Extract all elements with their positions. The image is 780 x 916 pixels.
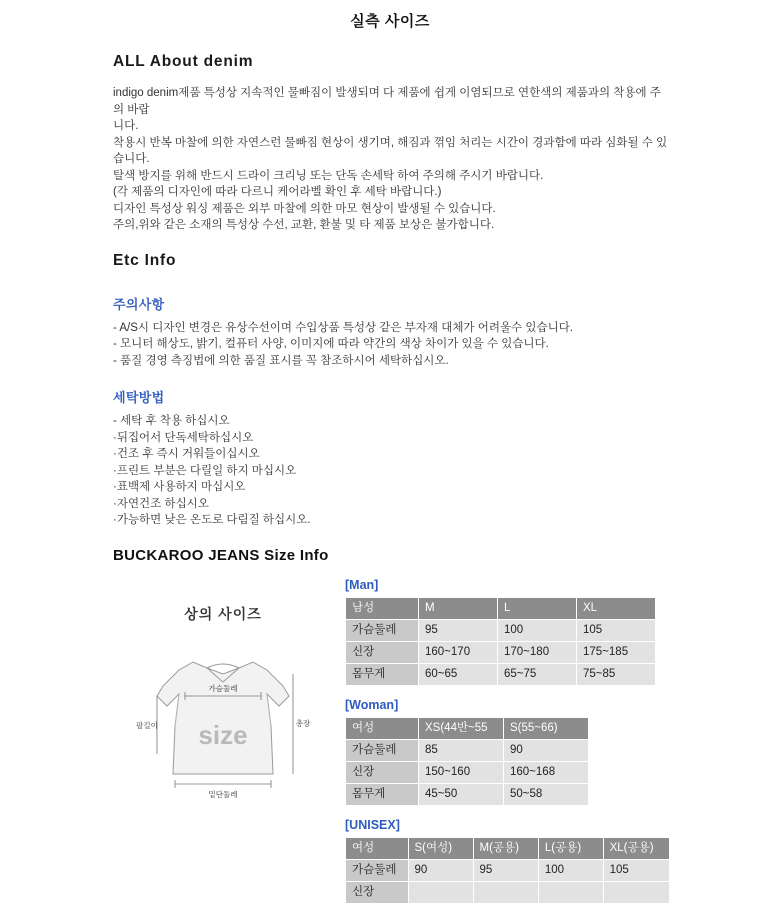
table-cell: 몸무게 <box>346 783 419 805</box>
label-length: 총장 <box>295 718 311 728</box>
table-row <box>346 739 589 761</box>
caution-item: - A/S시 디자인 변경은 유상수선이며 수입상품 특성상 같은 부자재 대체가 어려울수 있습니다. <box>113 321 573 334</box>
table-cell: 50~58 <box>504 783 589 805</box>
table-cell: 60~65 <box>419 663 498 685</box>
denim-paragraph <box>113 85 670 234</box>
table-cell: 95 <box>419 619 498 641</box>
washing-item: ·건조 후 즉시 거워들이십시오 <box>113 448 260 460</box>
illustration-title: 상의 사이즈 <box>184 605 262 622</box>
table-cell: 90 <box>408 859 473 881</box>
table-cell <box>603 881 669 903</box>
illustration-watermark: size <box>198 719 248 750</box>
table-cell: 75~85 <box>577 663 656 685</box>
denim-line: 디자인 특성상 워싱 제품은 외부 마찰에 의한 마모 현상이 발생될 수 있습니다. <box>113 202 496 215</box>
denim-line: indigo denim제품 특성상 지속적인 물빠짐이 발생되며 다 제품에 쉽게 이염되므로 연한색의 제품과의 착용에 주의 바랍 <box>113 87 661 116</box>
page-title: 실측 사이즈 <box>350 13 430 30</box>
table-cell <box>538 881 603 903</box>
unisex-size-table <box>345 837 670 904</box>
washing-list <box>113 413 670 529</box>
table-cell: 160~170 <box>419 641 498 663</box>
table-cell: 가슴둘레 <box>346 859 409 881</box>
table-cell: 남성 <box>346 597 419 619</box>
table-cell: XL <box>577 597 656 619</box>
table-cell <box>408 881 473 903</box>
table-cell: 105 <box>603 859 669 881</box>
table-row <box>346 859 670 881</box>
label-sleeve: 팔길이 <box>136 720 158 730</box>
washing-item: ·뒤집어서 단독세탁하십시오 <box>113 431 254 444</box>
table-cell: 170~180 <box>498 641 577 663</box>
table-row <box>346 837 670 859</box>
table-cell: M <box>419 597 498 619</box>
denim-line: 니다. <box>113 120 139 132</box>
table-cell: 100 <box>538 859 603 881</box>
woman-table-label: [Woman] <box>345 697 399 712</box>
table-cell: 신장 <box>346 641 419 663</box>
table-cell: L <box>498 597 577 619</box>
table-cell: 가슴둘레 <box>346 619 419 641</box>
table-cell: 105 <box>577 619 656 641</box>
table-cell: S(55~66) <box>504 717 589 739</box>
unisex-table-label: [UNISEX] <box>345 817 400 832</box>
table-cell: XS(44반~55 <box>419 717 504 739</box>
table-cell: 가슴둘레 <box>346 739 419 761</box>
table-cell: S(여성) <box>408 837 473 859</box>
table-cell: 65~75 <box>498 663 577 685</box>
table-cell <box>473 881 538 903</box>
size-illustration-panel <box>113 578 333 809</box>
table-cell: 85 <box>419 739 504 761</box>
table-row <box>346 663 656 685</box>
denim-line: 탈색 방지를 위해 반드시 드라이 크리닝 또는 단독 손세탁 하여 주의해 주시기 바랍니다. <box>113 169 544 182</box>
woman-size-table <box>345 717 589 806</box>
washing-item: ·표백제 사용하지 마십시오 <box>113 481 246 493</box>
size-info-heading: BUCKAROO JEANS Size Info <box>113 546 329 564</box>
table-row <box>346 619 656 641</box>
table-cell: 여성 <box>346 837 409 859</box>
table-cell: 90 <box>504 739 589 761</box>
washing-item: ·자연건조 하십시오 <box>113 497 209 510</box>
caution-heading: 주의사항 <box>113 296 165 312</box>
table-cell: 100 <box>498 619 577 641</box>
label-bottom: 밑단둘레 <box>208 789 238 799</box>
document-content <box>0 31 780 916</box>
washing-heading: 세탁방법 <box>113 390 165 405</box>
caution-list <box>113 320 670 370</box>
shirt-diagram-icon <box>123 634 323 809</box>
table-cell: 95 <box>473 859 538 881</box>
table-cell: 여성 <box>346 717 419 739</box>
label-chest: 가슴둘레 <box>208 683 238 693</box>
table-row <box>346 641 656 663</box>
denim-line: 주의,위와 같은 소재의 특성상 수선, 교환, 환불 및 타 제품 보상은 불가합니다. <box>113 219 495 231</box>
table-cell: 45~50 <box>419 783 504 805</box>
table-cell: 150~160 <box>419 761 504 783</box>
denim-section-heading: ALL About denim <box>113 53 254 70</box>
table-cell: L(공용) <box>538 837 603 859</box>
table-cell: 몸무게 <box>346 663 419 685</box>
table-cell: M(공용) <box>473 837 538 859</box>
table-cell: XL(공용) <box>603 837 669 859</box>
table-cell: 신장 <box>346 761 419 783</box>
table-cell: 175~185 <box>577 641 656 663</box>
caution-item: - 모니터 해상도, 밝기, 컬퓨터 사양, 이미지에 따라 약간의 색상 차이가 있을 수 있습니다. <box>113 338 549 350</box>
table-row <box>346 761 589 783</box>
denim-line: 착용시 반복 마찰에 의한 자연스런 물빠짐 현상이 생기며, 해짐과 꺾임 처리는 시간이 경과함에 따라 심화될 수 있습니다. <box>113 136 668 165</box>
table-row <box>346 881 670 903</box>
table-row <box>346 597 656 619</box>
washing-item: ·프린트 부분은 다릴일 하지 마십시오 <box>113 464 297 477</box>
table-cell: 160~168 <box>504 761 589 783</box>
table-cell: 신장 <box>346 881 409 903</box>
size-tables <box>333 578 670 916</box>
size-section <box>113 578 670 916</box>
man-size-table <box>345 597 656 686</box>
man-table-label: [Man] <box>345 577 379 592</box>
washing-item: ·가능하면 낮은 온도로 다림질 하십시오. <box>113 514 311 526</box>
caution-item: - 품질 경영 측징법에 의한 품질 표시를 꼭 참조하시어 세탁하십시오. <box>113 354 449 367</box>
denim-line: (각 제품의 디자인에 따라 다르니 케어라벨 확인 후 세탁 바랍니다.) <box>113 186 442 198</box>
table-row <box>346 717 589 739</box>
table-row <box>346 783 589 805</box>
washing-item: - 세탁 후 착용 하십시오 <box>113 415 230 427</box>
etc-section-heading: Etc Info <box>113 251 177 269</box>
